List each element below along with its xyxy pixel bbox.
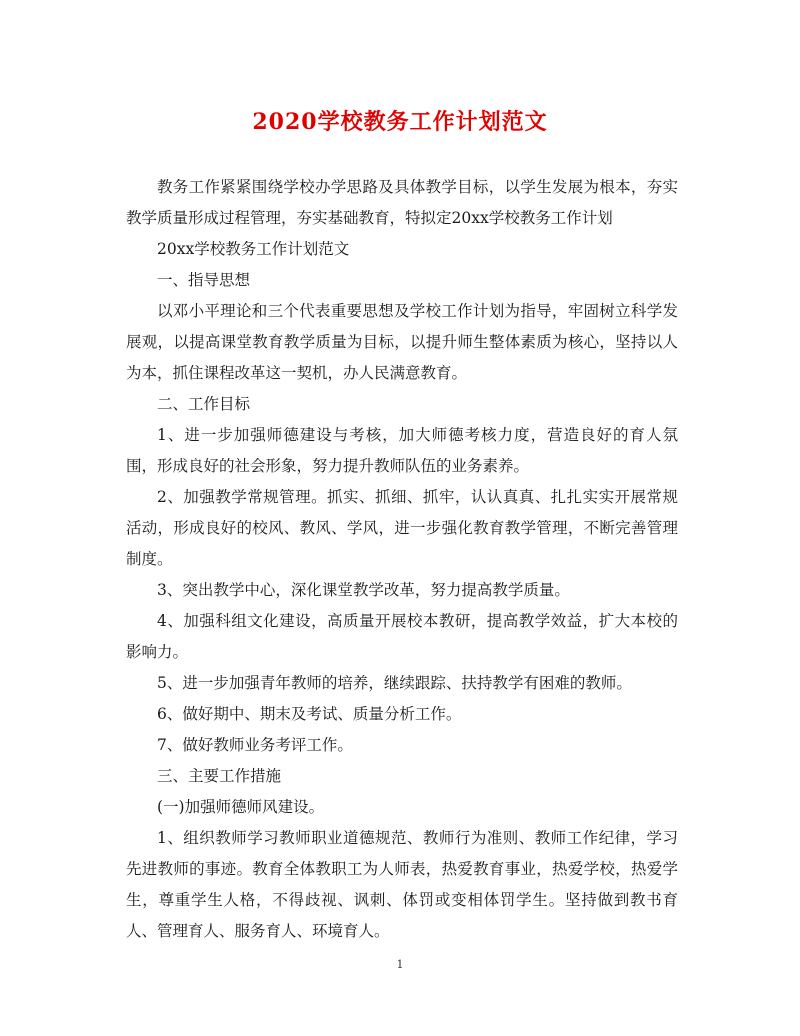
paragraph-goal-6: 6、做好期中、期末及考试、质量分析工作。 (157, 705, 462, 723)
paragraph-goal-3: 3、突出教学中心，深化课堂教学改革，努力提高教学质量。 (157, 581, 570, 599)
page-number: 1 (396, 958, 404, 971)
section-heading-main-measures: 三、主要工作措施 (157, 767, 282, 785)
subsection-heading-ethics: (一)加强师德师风建设。 (157, 798, 325, 816)
document-title: 2020学校教务工作计划范文 (252, 109, 548, 135)
paragraph-measure-1: 1、组织教师学习教师职业道德规范、教师行为准则、教师工作纪律，学习先进教师的事迹。教育全体教职工为人师表，热爱教育事业，热爱学校，热爱学生，尊重学生人格，不得歧视、讽刺、体罚或变相体罚学生。坚持做到教书育人、管理育人、服务育人、环境育人。 (126, 829, 678, 940)
paragraph-goal-2: 2、加强教学常规管理。抓实、抓细、抓牢，认认真真、扎扎实实开展常规活动，形成良好的校风、教风、学风，进一步强化教育教学管理，不断完善管理制度。 (126, 488, 678, 568)
section-heading-guiding-thought: 一、指导思想 (157, 271, 251, 289)
paragraph-subtitle: 20xx学校教务工作计划范文 (157, 240, 350, 258)
paragraph-goal-4: 4、加强科组文化建设，高质量开展校本教研，提高教学效益，扩大本校的影响力。 (126, 612, 678, 661)
paragraph-goal-5: 5、进一步加强青年教师的培养，继续跟踪、扶持教学有困难的教师。 (157, 674, 632, 692)
paragraph-goal-1: 1、进一步加强师德建设与考核，加大师德考核力度，营造良好的育人氛围，形成良好的社会形象，努力提升教师队伍的业务素养。 (126, 426, 678, 475)
paragraph-intro: 教务工作紧紧围绕学校办学思路及具体教学目标，以学生发展为根本，夯实教学质量形成过程管理，夯实基础教育，特拟定20xx学校教务工作计划 (126, 178, 678, 227)
section-heading-work-goals: 二、工作目标 (157, 395, 251, 413)
paragraph-guiding-thought: 以邓小平理论和三个代表重要思想及学校工作计划为指导，牢固树立科学发展观，以提高课堂教育教学质量为目标，以提升师生整体素质为核心，坚持以人为本，抓住课程改革这一契机，办人民满意教育。 (126, 302, 678, 382)
document-body (126, 172, 678, 947)
paragraph-goal-7: 7、做好教师业务考评工作。 (157, 736, 353, 754)
